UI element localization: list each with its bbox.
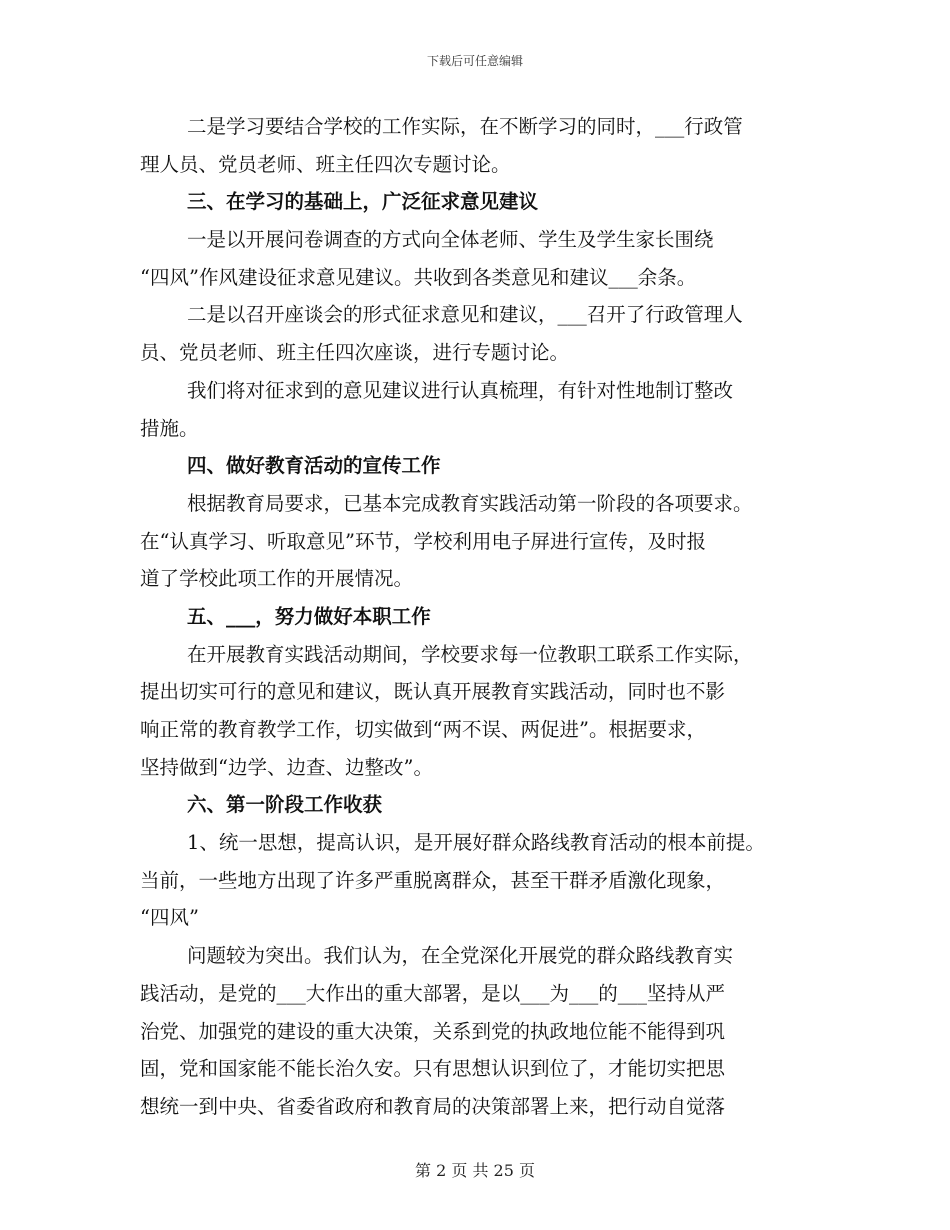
- section-heading: 六、第一阶段工作收获: [187, 793, 383, 817]
- paragraph-line: 治党、加强党的建设的重大决策，关系到党的执政地位能不能得到巩: [140, 1019, 726, 1043]
- paragraph-line: 理人员、党员老师、班主任四次专题讨论。: [140, 152, 511, 176]
- paragraph-line: 二是学习要结合学校的工作实际，在不断学习的同时，___行政管: [187, 115, 743, 138]
- paragraph-line: “四风”: [140, 906, 199, 930]
- paragraph-line: 在“认真学习、听取意见”环节，学校利用电子屏进行宣传，及时报: [140, 529, 706, 553]
- document-body: [140, 108, 820, 1126]
- paragraph-line: 员、党员老师、班主任四次座谈，进行专题讨论。: [140, 341, 570, 365]
- paragraph-line: 响正常的教育教学工作，切实做到“两不误、两促进”。根据要求，: [140, 718, 706, 741]
- paragraph-line: 践活动，是党的___大作出的重大部署，是以___为___的___坚持从严: [140, 981, 726, 1005]
- paragraph-line: 问题较为突出。我们认为，在全党深化开展党的群众路线教育实: [187, 944, 734, 968]
- paragraph-line: 一是以开展问卷调查的方式向全体老师、学生及学生家长围绕: [187, 228, 714, 252]
- paragraph-line: 二是以召开座谈会的形式征求意见和建议，___召开了行政管理人: [187, 303, 743, 327]
- paragraph-line: 措施。: [140, 416, 199, 440]
- page-footer: 第 2 页 共 25 页: [415, 1161, 535, 1180]
- paragraph-line: 在开展教育实践活动期间，学校要求每一位教职工联系工作实际，: [187, 642, 753, 666]
- paragraph-line: 想统一到中央、省委省政府和教育局的决策部署上来，把行动自觉落: [140, 1094, 726, 1118]
- section-heading: 五、___，努力做好本职工作: [187, 604, 431, 628]
- paragraph-line: 坚持做到“边学、边查、边整改”。: [140, 755, 433, 779]
- paragraph-line: 固，党和国家能不能长治久安。只有思想认识到位了，才能切实把思: [140, 1057, 726, 1081]
- paragraph-line: “四风”作风建设征求意见建议。共收到各类意见和建议___余条。: [140, 265, 697, 289]
- paragraph-line: 当前，一些地方出现了许多严重脱离群众，甚至干群矛盾激化现象，: [140, 868, 726, 892]
- section-heading: 三、在学习的基础上，广泛征求意见建议: [187, 190, 539, 214]
- paragraph-line: 1、统一思想，提高认识，是开展好群众路线教育活动的根本前提。: [187, 831, 765, 855]
- paragraph-line: 根据教育局要求，已基本完成教育实践活动第一阶段的各项要求。: [187, 491, 753, 515]
- paragraph-line: 我们将对征求到的意见建议进行认真梳理，有针对性地制订整改: [187, 378, 734, 402]
- paragraph-line: 道了学校此项工作的开展情况。: [140, 567, 414, 591]
- page-header: 下载后可任意编辑: [426, 54, 523, 68]
- section-heading: 四、做好教育活动的宣传工作: [187, 454, 441, 478]
- paragraph-line: 提出切实可行的意见和建议，既认真开展教育实践活动，同时也不影: [140, 680, 726, 704]
